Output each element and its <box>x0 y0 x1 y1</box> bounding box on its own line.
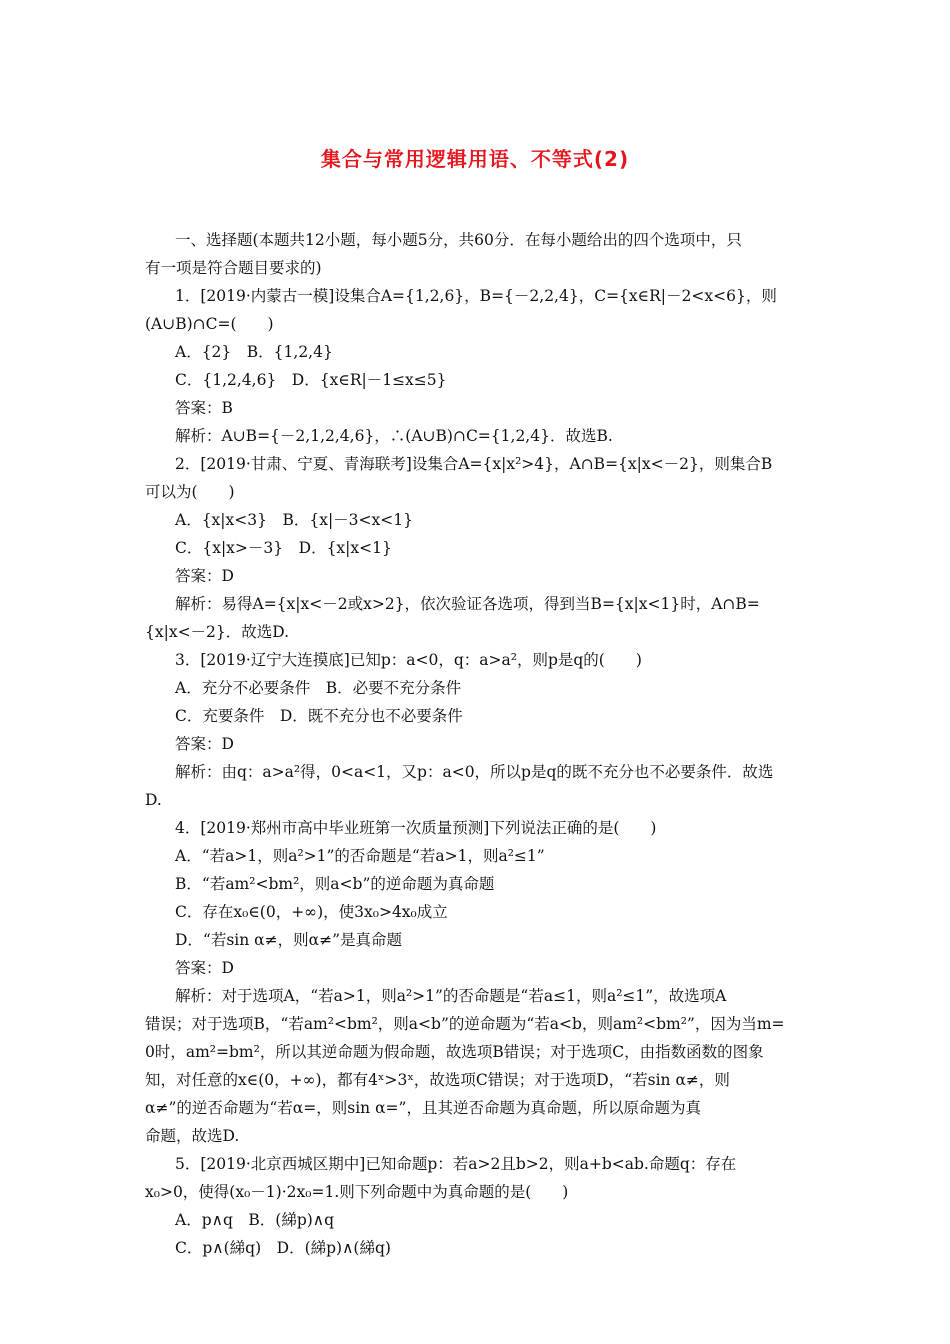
question-1: 1．[2019·内蒙古一模]设集合A={1,2,6}，B={－2,2,4}，C={x∈R|－2<x<6}，则 <box>175 287 777 305</box>
section-heading-cont: 有一项是符合题目要求的) <box>145 259 322 277</box>
options-ab: A．{x|x<3} B．{x|－3<x<1} <box>175 511 413 529</box>
analysis: 解析：易得A={x|x<－2或x>2}，依次验证各选项，得到当B={x|x<1}时，A∩B= <box>175 595 760 613</box>
options-cd: C．{x|x>－3} D．{x|x<1} <box>175 539 392 557</box>
question-4: 4．[2019·郑州市高中毕业班第一次质量预测]下列说法正确的是( ) <box>175 819 657 837</box>
analysis-cont: 知，对任意的x∈(0，+∞)，都有4ˣ>3ˣ，故选项C错误；对于选项D，“若sin α≠，则 <box>145 1071 730 1089</box>
options-ab: A．{2} B．{1,2,4} <box>175 343 333 361</box>
analysis-cont: D. <box>145 791 162 809</box>
option-a: A．“若a>1，则a²>1”的否命题是“若a>1，则a²≤1” <box>175 847 545 865</box>
section-heading: 一、选择题(本题共12小题，每小题5分，共60分．在每小题给出的四个选项中，只 <box>175 231 742 249</box>
question-2-cont: 可以为( ) <box>145 483 235 501</box>
answer: 答案：B <box>175 399 233 417</box>
analysis-cont: α≠”的逆否命题为“若α=，则sin α=”，且其逆否命题为真命题，所以原命题为真 <box>145 1099 701 1117</box>
analysis-cont: 0时，am²=bm²，所以其逆命题为假命题，故选项B错误；对于选项C，由指数函数的图象 <box>145 1043 764 1061</box>
question-2: 2．[2019·甘肃、宁夏、青海联考]设集合A={x|x²>4}，A∩B={x|x<－2}，则集合B <box>175 455 773 473</box>
options-cd: C．p∧(綈q) D．(綈p)∧(綈q) <box>175 1239 391 1257</box>
options-cd: C．{1,2,4,6} D．{x∈R|－1≤x≤5} <box>175 371 447 389</box>
analysis-cont: 命题，故选D. <box>145 1127 240 1145</box>
question-1-cont: (A∪B)∩C=( ) <box>145 315 274 333</box>
options-ab: A．p∧q B．(綈p)∧q <box>175 1211 335 1229</box>
option-b: B．“若am²<bm²，则a<b”的逆命题为真命题 <box>175 875 495 893</box>
question-3: 3．[2019·辽宁大连摸底]已知p：a<0，q：a>a²，则p是q的( ) <box>175 651 642 669</box>
question-5-cont: x₀>0，使得(x₀－1)·2x₀=1.则下列命题中为真命题的是( ) <box>145 1183 569 1201</box>
option-c: C．存在x₀∈(0，+∞)，使3x₀>4x₀成立 <box>175 903 448 921</box>
analysis-cont: 错误；对于选项B，“若am²<bm²，则a<b”的逆命题为“若a<b，则am²<bm²”，因为当m= <box>145 1015 785 1033</box>
page-title: 集合与常用逻辑用语、不等式(2) <box>320 147 630 171</box>
answer: 答案：D <box>175 735 234 753</box>
options-ab: A．充分不必要条件 B．必要不充分条件 <box>175 679 462 697</box>
answer: 答案：D <box>175 959 234 977</box>
analysis: 解析：A∪B={－2,1,2,4,6}，∴(A∪B)∩C={1,2,4}．故选B. <box>175 427 613 445</box>
analysis-cont: {x|x<－2}．故选D. <box>145 623 290 641</box>
options-cd: C．充要条件 D．既不充分也不必要条件 <box>175 707 463 725</box>
analysis: 解析：对于选项A，“若a>1，则a²>1”的否命题是“若a≤1，则a²≤1”，故选项A <box>175 987 727 1005</box>
analysis: 解析：由q：a>a²得，0<a<1，又p：a<0，所以p是q的既不充分也不必要条件．故选 <box>175 763 774 781</box>
answer: 答案：D <box>175 567 234 585</box>
option-d: D．“若sin α≠，则α≠”是真命题 <box>175 931 403 949</box>
question-5: 5．[2019·北京西城区期中]已知命题p：若a>2且b>2，则a+b<ab.命题q：存在 <box>175 1155 737 1173</box>
